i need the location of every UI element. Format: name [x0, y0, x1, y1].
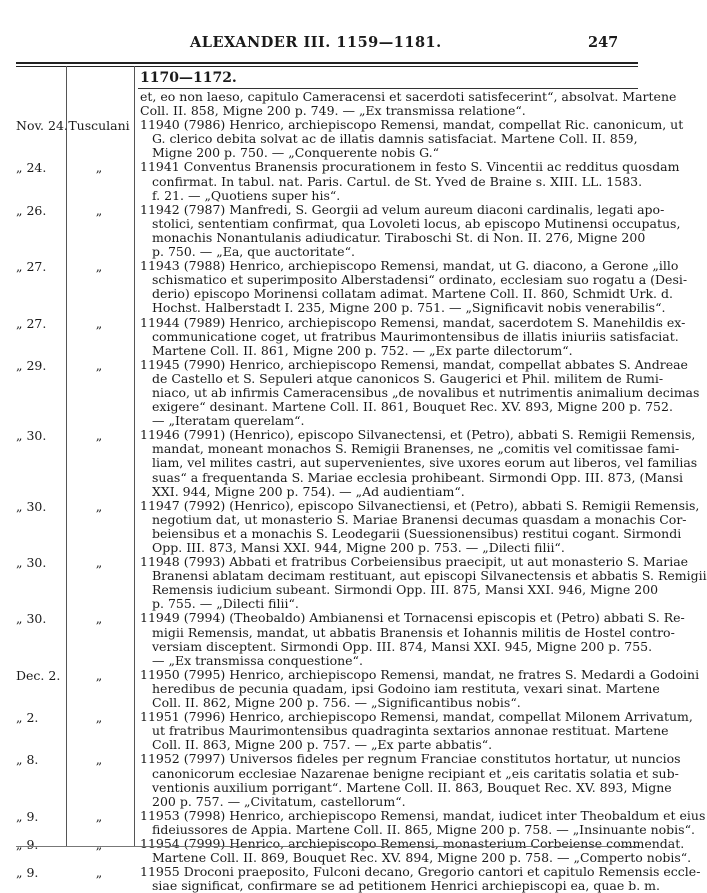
entry-text [140, 610, 685, 668]
entry-date: Dec. 2. [16, 667, 61, 683]
entry-text-line: 11947 (7992) (Henrico), episcopo Silvanectiensi, et (Petro), abbati S. Remigii Remensis, [140, 497, 700, 513]
entry-text [140, 709, 693, 753]
entry-text-line: versiam disceptent. Sirmondi Opp. III. 874, Mansi XXI. 945, Migne 200 p. 755. [152, 638, 653, 654]
entry-text-line: beiensibus et a monachis S. Leodegarii (Suessionensibus) restitui cogant. Sirmondi [152, 525, 682, 541]
entry-place: Tusculani [68, 118, 130, 134]
entry-text-line: canonicorum ecclesiae Nazarenae benigne recipiant et „eis caritatis solatia et sub- [152, 765, 679, 781]
entry-date: „ 27. [16, 315, 47, 331]
entry-text [140, 554, 707, 612]
entry-date: „ 2. [16, 710, 39, 726]
entry-date: „ 27. [16, 259, 47, 275]
entry-place: „ [95, 428, 103, 444]
entry-place: „ [95, 315, 103, 331]
regesta-entries [0, 89, 707, 893]
entry-text-line: derio) episcopo Morinensi collatam adimat. Martene Coll. II. 860, Schmidt Urk. d. [152, 286, 673, 302]
regest-entry [0, 159, 680, 203]
entry-text-line: 11943 (7988) Henrico, archiepiscopo Remensi, mandat, ut G. diacono, a Gerone „illo [140, 258, 679, 274]
regest-entry [0, 666, 700, 711]
entry-text [140, 864, 701, 893]
entry-text [140, 751, 681, 809]
entry-text-line: 11940 (7986) Henrico, archiepiscopo Remensi, mandat, compellat Ric. canonicum, ut [140, 117, 684, 133]
entry-date: „ 9. [16, 865, 39, 881]
entry-text-line: niaco, ut ab infirmis Cameracensibus „de novalibus et nutrimentis animalium decimas [152, 384, 700, 400]
entry-text-line: G. clerico debita solvat ac de illatis damnis satisfaciat. Martene Coll. II. 859, [152, 131, 638, 147]
regest-entry [0, 709, 693, 753]
entry-date: „ 24. [16, 160, 47, 176]
page-number: 247 [588, 34, 619, 51]
entry-text [140, 807, 706, 837]
entry-text [140, 835, 692, 866]
entry-text-line: 11951 (7996) Henrico, archiepiscopo Remensi, mandat, compellat Milonem Arrivatum, [140, 709, 693, 725]
entry-text-line: suas“ a frequentanda S. Mariae ecclesia prohibeant. Sirmondi Opp. III. 873, (Mansi [152, 469, 684, 485]
regest-entry [0, 554, 707, 612]
entry-text-line: confirmat. In tabul. nat. Paris. Cartul. de St. Yved de Braine s. XIII. LL. 1583. [152, 173, 643, 189]
entry-text [140, 117, 684, 161]
entry-text-line: Hochst. Halberstadt I. 235, Migne 200 p. 751. — „Significavit nobis venerabilis“. [152, 300, 666, 316]
entry-text-line: XXI. 944, Migne 200 p. 754). — „Ad audientiam“. [152, 483, 465, 499]
entry-text-line: 11942 (7987) Manfredi, S. Georgii ad velum aureum diaconi cardinalis, legati apo- [140, 201, 665, 217]
entry-text-line: 11955 Droconi praeposito, Fulconi decano, Gregorio cantori et capitulo Remensis eccle- [140, 864, 701, 880]
entry-text-line: 11950 (7995) Henrico, archiepiscopo Remensi, mandat, ne fratres S. Medardi a Godoini [140, 666, 700, 682]
regest-entry [0, 314, 686, 358]
entry-text [140, 201, 681, 260]
running-header [0, 34, 650, 56]
year-range-heading: 1170—1172. [140, 70, 237, 86]
entry-text-line: ut fratribus Maurimontensibus quadraginta sextarios annonae restituat. Martene [152, 723, 669, 739]
entry-text [140, 258, 688, 316]
entry-text-line: migii Remensis, mandat, ut abbatis Branensis et Iohannis militis de Hostel contro- [152, 624, 675, 640]
entry-place: „ [95, 357, 103, 373]
entry-date: „ 30. [16, 498, 47, 514]
entry-text-line: schismatico et superimposito Alberstadensi“ ordinato, ecclesiam suo rogatu a (Desi- [152, 272, 688, 288]
regest-entry [0, 807, 706, 837]
entry-text-line: 11952 (7997) Universos fideles per regnum Franciae constitutos hortatur, ut nuncios [140, 751, 681, 767]
entry-date: Nov. 24. [16, 118, 68, 134]
entry-text-line: 11954 (7999) Henrico, archiepiscopo Remensi, monasterium Corbeiense commendat. [140, 835, 685, 851]
entry-text-line: liam, vel milites castri, aut supervenientes, sive uxores eorum aut liberos, vel familias [152, 455, 698, 471]
entry-text [140, 666, 700, 711]
header-title: ALEXANDER III. 1159—1181. [190, 34, 442, 51]
entry-text-line: Branensi ablatam decimam restituant, aut episcopi Silvanectensis et abbatis S. Remigii [152, 568, 707, 584]
entry-date: „ 9. [16, 808, 39, 824]
regest-entry [0, 356, 700, 429]
entry-place: „ [95, 259, 103, 275]
entry-text-line: Martene Coll. II. 869, Bouquet Rec. XV. 894, Migne 200 p. 758. — „Comperto nobis“. [152, 850, 692, 866]
entry-place: „ [95, 555, 103, 571]
entry-text-line: p. 750. — „Ea, que auctoritate“. [152, 244, 355, 260]
entry-text-line: Migne 200 p. 750. — „Conquerente nobis G.“ [152, 145, 440, 161]
entry-text-line: 11946 (7991) (Henrico), episcopo Silvanectensi, et (Petro), abbati S. Remigii Remensis, [140, 427, 696, 443]
entry-text-line: Coll. II. 858, Migne 200 p. 749. — „Ex transmissa relatione“. [140, 103, 526, 119]
entry-text-line: 11953 (7998) Henrico, archiepiscopo Remensi, mandat, iudicet inter Theobaldum et eius [140, 807, 706, 823]
entry-text-line: 11949 (7994) (Theobaldo) Ambianensi et Tornacensi episcopis et (Petro) abbati S. Re- [140, 610, 685, 626]
regest-entry [0, 117, 684, 161]
entry-text-line: 11944 (7989) Henrico, archiepiscopo Remensi, mandat, sacerdotem S. Manehildis ex- [140, 314, 686, 330]
header-rule [16, 62, 638, 64]
entry-text-line: communicatione coget, ut fratribus Maurimontensibus de illatis iniuriis satisfaciat. [152, 328, 679, 344]
footer-rule [16, 846, 638, 847]
entry-text-line: de Castello et S. Sepuleri atque canonicos S. Gaugerici et Phil. militem de Rumi- [152, 370, 664, 386]
entry-text-line: f. 21. — „Quotiens super his“. [152, 187, 341, 203]
entry-text-line: 11945 (7990) Henrico, archiepiscopo Remensi, mandat, compellat abbates S. Andreae [140, 356, 688, 372]
entry-text [140, 497, 700, 555]
entry-text-line: Opp. III. 873, Mansi XXI. 944, Migne 200 p. 753. — „Dilecti filii“. [152, 540, 565, 555]
entry-place: „ [95, 752, 103, 768]
entry-date: „ 30. [16, 428, 47, 444]
entry-place: „ [95, 710, 103, 726]
entry-place: „ [95, 865, 103, 881]
entry-text-line: 11948 (7993) Abbati et fratribus Corbeiensibus praecipit, ut aut monasterio S. Mariae [140, 554, 689, 570]
entry-date: „ 30. [16, 611, 47, 627]
entry-text-line: Martene Coll. II. 861, Migne 200 p. 752. — „Ex parte dilectorum“. [152, 342, 573, 358]
regest-entry [0, 497, 700, 555]
entry-place: „ [95, 498, 103, 514]
entry-text-line: Coll. II. 862, Migne 200 p. 756. — „Significantibus nobis“. [152, 695, 521, 711]
entry-place: „ [95, 808, 103, 824]
entry-text-line: exigere“ desinant. Martene Coll. II. 861, Bouquet Rec. XV. 893, Migne 200 p. 752. [152, 399, 673, 415]
entry-text [140, 89, 677, 119]
entry-text-line: negotium dat, ut monasterio S. Mariae Branensi decumas quasdam a monachis Cor- [152, 511, 687, 527]
entry-text-line: 11941 Conventus Branensis procurationem in festo S. Vincentii ac redditus quosdam [140, 159, 680, 175]
entry-text-line: Remensis iudicium subeant. Sirmondi Opp. III. 875, Mansi XXI. 946, Migne 200 [152, 582, 659, 598]
entry-place: „ [95, 160, 103, 176]
entry-text-line: et, eo non laeso, capitulo Cameracensi et sacerdoti satisfecerint“, absolvat. Martene [140, 89, 677, 104]
entry-date: „ 26. [16, 202, 47, 218]
entry-text [140, 427, 698, 499]
entry-date: „ 9. [16, 836, 39, 852]
regest-entry [0, 427, 698, 499]
entry-text-line: p. 755. — „Dilecti filii“. [152, 596, 299, 612]
entry-date: „ 29. [16, 357, 47, 373]
regest-entry [0, 89, 677, 119]
entry-text-line: — „Ex transmissa conquestione“. [152, 652, 363, 668]
entry-place: „ [95, 667, 103, 683]
regest-entry [0, 201, 681, 260]
entry-text-line: mandat, moneant monachos S. Remigii Branenses, ne „comitis vel comitissae fami- [152, 441, 680, 457]
entry-text-line: Coll. II. 863, Migne 200 p. 757. — „Ex parte abbatis“. [152, 737, 493, 753]
regest-entry [0, 751, 681, 809]
entry-text [140, 159, 680, 203]
entry-place: „ [95, 836, 103, 852]
entry-date: „ 8. [16, 752, 39, 768]
entry-text-line: ventionis auxilium porrigant“. Martene Coll. II. 863, Bouquet Rec. XV. 893, Migne [152, 779, 672, 795]
regest-entry [0, 864, 701, 893]
entry-text [140, 314, 686, 358]
entry-text-line: monachis Nonantulanis adiudicatur. Tiraboschi St. di Non. II. 276, Migne 200 [152, 229, 646, 245]
entry-text-line: heredibus de pecunia quadam, ipsi Godoino iam restituta, vexari sinat. Martene [152, 680, 660, 696]
entry-date: „ 30. [16, 555, 47, 571]
entry-text-line: siae significat, confirmare se ad petitionem Henrici archiepiscopi ea, quae b. m. [152, 878, 660, 893]
entry-text-line: — „Iteratam querelam“. [152, 413, 305, 429]
regest-entry [0, 258, 688, 316]
entry-text-line: fideiussores de Appia. Martene Coll. II. 865, Migne 200 p. 758. — „Insinuante nobis“. [152, 821, 695, 837]
entry-place: „ [95, 611, 103, 627]
entry-text-line: 200 p. 757. — „Civitatum, castellorum“. [152, 793, 406, 809]
entry-text-line: stolici, sententiam confirmat, qua Lovoleti locus, ab episcopo Mutinensi occupatus, [152, 215, 681, 231]
entry-text [140, 356, 700, 429]
header-rule-thin [16, 66, 638, 67]
regest-entry [0, 835, 692, 866]
regest-entry [0, 610, 685, 668]
entry-place: „ [95, 202, 103, 218]
